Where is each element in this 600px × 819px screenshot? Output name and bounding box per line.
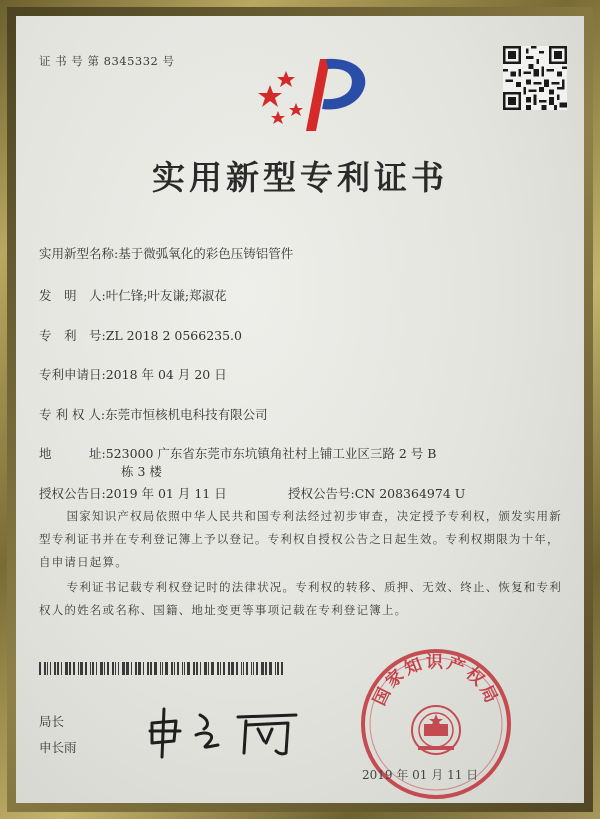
field-label: 实用新型名称: [39, 246, 119, 261]
field-grant-date [39, 484, 227, 502]
field-filing-date [39, 365, 227, 383]
barcode-bar [174, 662, 175, 675]
barcode-bar [107, 662, 109, 675]
barcode-bar [96, 662, 97, 675]
chief-name: 申长雨 [39, 740, 77, 755]
barcode-bar [211, 662, 214, 675]
barcode-bar [193, 662, 195, 675]
statement-paragraph-2: 专利证书记载专利权登记时的法律状况。专利权的转移、质押、无效、终止、恢复和专利权人的姓名或名称、国籍、地址变更等事项记载在专利登记簿上。 [39, 580, 562, 617]
barcode-bar [256, 662, 258, 675]
barcode-bar [104, 662, 105, 675]
barcode-bar [165, 662, 168, 675]
barcode-bar [196, 662, 198, 675]
barcode-bar [236, 662, 238, 675]
barcode-bar [39, 662, 41, 675]
barcode-bar [281, 662, 283, 675]
barcode-bar [171, 662, 173, 675]
barcode-bar [204, 662, 207, 675]
field-value: 2018 年 04 月 20 日 [105, 367, 227, 382]
barcode-bar [50, 662, 51, 675]
field-label: 专 利 权 人: [39, 407, 106, 422]
field-value: 523000 广东省东莞市东坑镇角社村上铺工业区三路 2 号 B [105, 446, 437, 461]
barcode-bar [154, 662, 157, 675]
barcode-bar [54, 662, 56, 675]
field-label: 发 明 人: [39, 288, 106, 303]
field-patentee [39, 405, 268, 423]
barcode-bar [61, 662, 62, 675]
barcode-bar [217, 662, 219, 675]
barcode-bar [44, 662, 46, 675]
certificate-paper [16, 16, 584, 803]
field-utility-model-name [39, 244, 293, 262]
barcode-bar [223, 662, 225, 675]
barcode-bar [131, 662, 132, 675]
barcode-bar [65, 662, 68, 675]
barcode-bar [246, 662, 248, 675]
field-label: 专利申请日: [39, 367, 106, 382]
barcode-bar [269, 662, 272, 675]
barcode-icon [39, 662, 284, 675]
svg-text:国家知识产权局 [370, 652, 503, 708]
barcode-bar [138, 662, 141, 675]
barcode-bar [184, 662, 185, 675]
field-value: ZL 2018 2 0566235.0 [105, 328, 242, 343]
field-grant-number [288, 484, 465, 502]
barcode-bar [80, 662, 83, 675]
barcode-bar [243, 662, 244, 675]
field-value: CN 208364974 U [354, 486, 466, 501]
barcode-bar [150, 662, 152, 675]
barcode-bar [118, 662, 119, 675]
barcode-bar [160, 662, 161, 675]
field-address [39, 444, 436, 462]
field-label: 授权公告号: [288, 486, 355, 501]
barcode-bar [122, 662, 125, 675]
handwritten-signature [146, 701, 316, 761]
barcode-bar [143, 662, 144, 675]
barcode-bar [78, 662, 79, 675]
barcode-bar [162, 662, 163, 675]
seal-text: 国家知识产权局 [369, 652, 503, 709]
qr-code-icon [503, 46, 567, 110]
field-patent-number [39, 326, 242, 344]
barcode-bar [92, 662, 94, 675]
field-label: 授权公告日: [39, 486, 106, 501]
statement-paragraph-1: 国家知识产权局依照中华人民共和国专利法经过初步审查，决定授予专利权，颁发实用新型专利证书并在专利登记簿上予以登记。专利权自授权公告之日起生效。专利权期限为十年，自申请日起算。 [39, 509, 562, 569]
field-label: 专 利 号: [39, 328, 106, 343]
barcode-bar [57, 662, 59, 675]
barcode-bar [187, 662, 190, 675]
barcode-bar [208, 662, 209, 675]
barcode-bar [135, 662, 137, 675]
barcode-bar [85, 662, 87, 675]
field-label: 地 址: [39, 446, 106, 461]
field-value: 基于微弧氧化的彩色压铸铝管件 [118, 246, 294, 261]
barcode-bar [275, 662, 276, 675]
barcode-bar [126, 662, 129, 675]
barcode-bar [73, 662, 75, 675]
barcode-bar [220, 662, 221, 675]
field-value: 东莞市恒核机电科技有限公司 [105, 407, 268, 422]
barcode-bar [253, 662, 254, 675]
certificate-number: 证 书 号 第 8345332 号 [39, 54, 175, 68]
barcode-bar [100, 662, 103, 675]
barcode-bar [69, 662, 71, 675]
cnipa-logo-icon [256, 51, 376, 137]
barcode-bar [115, 662, 116, 675]
barcode-bar [241, 662, 242, 675]
field-address-line2: 栋 3 楼 [121, 464, 162, 479]
barcode-bar [261, 662, 264, 675]
barcode-bar [231, 662, 234, 675]
field-value: 2019 年 01 月 11 日 [105, 486, 227, 501]
barcode-bar [228, 662, 230, 675]
barcode-bar [277, 662, 279, 675]
barcode-bar [112, 662, 114, 675]
barcode-bar [251, 662, 252, 675]
barcode-bar [47, 662, 48, 675]
chief-label: 局长 [39, 714, 65, 729]
barcode-bar [147, 662, 149, 675]
certificate-title: 实用新型专利证书 [152, 158, 448, 197]
field-inventor [39, 286, 227, 304]
barcode-bar [265, 662, 267, 675]
barcode-bar [90, 662, 91, 675]
seal-date: 2019 年 01 月 11 日 [362, 768, 479, 782]
barcode-bar [200, 662, 201, 675]
barcode-bar [182, 662, 183, 675]
field-value: 叶仁锋;叶友谦;郑淑花 [105, 288, 227, 303]
barcode-bar [177, 662, 179, 675]
